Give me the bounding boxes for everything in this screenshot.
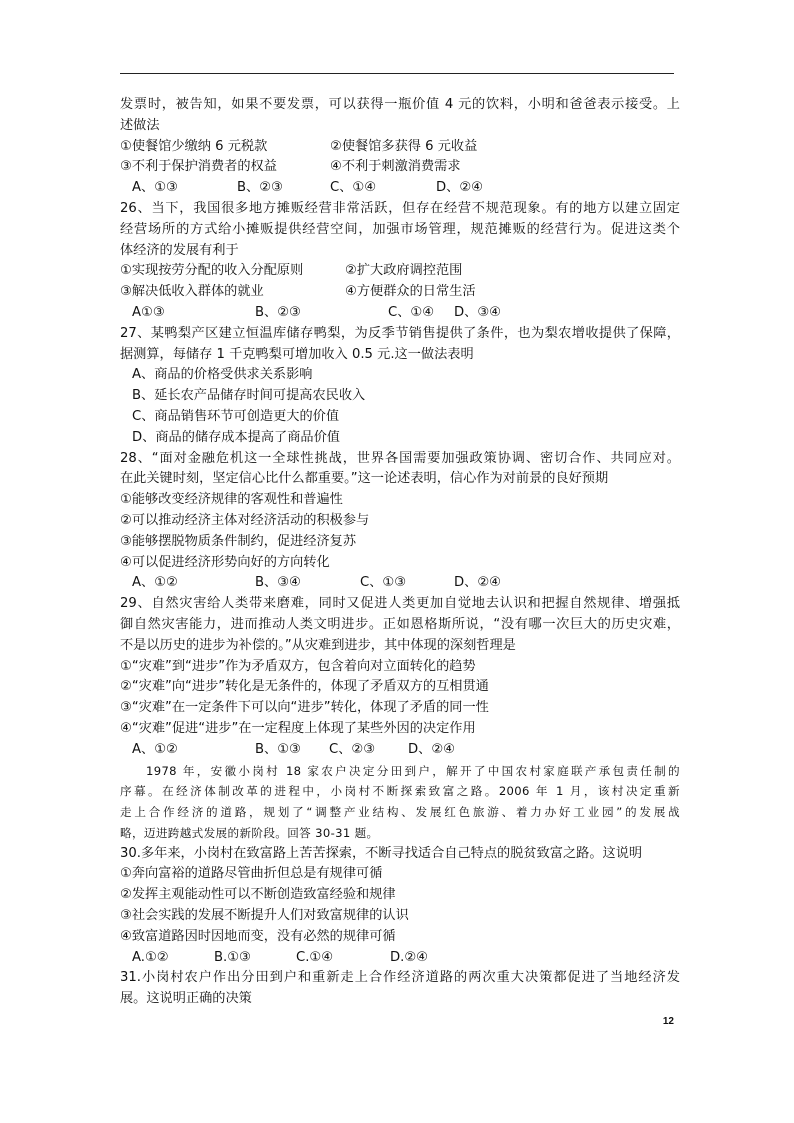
q28-option-a: A、①② bbox=[132, 575, 178, 591]
q31-stem-line1: 31.小岗村农户作出分田到户和重新走上合作经济道路的两次重大决策都促进了当地经济发 bbox=[120, 970, 680, 986]
q28-statement-2: ②可以推动经济主体对经济活动的积极参与 bbox=[120, 512, 370, 528]
q30-option-c: C.①④ bbox=[296, 949, 334, 965]
q31-stem-line2: 展。这说明正确的决策 bbox=[120, 991, 252, 1007]
q29-option-b: B、①③ bbox=[255, 741, 301, 757]
q25-option-c: C、①④ bbox=[330, 180, 377, 196]
exam-page-body bbox=[120, 95, 680, 1010]
header-rule bbox=[120, 73, 674, 74]
q29-option-d: D、②④ bbox=[408, 741, 455, 757]
q28-options bbox=[120, 573, 680, 594]
q26-option-b: B、②③ bbox=[255, 304, 301, 320]
q26-statements-row1 bbox=[120, 261, 680, 282]
q30-option-b: B.①③ bbox=[214, 949, 251, 965]
q25-statement-4: ④不利于刺激消费需求 bbox=[330, 159, 461, 175]
q27-option-b: B、延长农产品储存时间可提高农民收入 bbox=[132, 388, 366, 404]
q30-option-a: A.①② bbox=[132, 949, 169, 965]
q29-statement-1: ①“灾难”到“进步”作为矛盾双方，包含着向对立面转化的趋势 bbox=[120, 658, 476, 674]
q28-statement-3: ③能够摆脱物质条件制约，促进经济复苏 bbox=[120, 533, 357, 549]
q26-option-c: C、①④ bbox=[388, 304, 435, 320]
q25-statement-1: ①使餐馆少缴纳 6 元税款 bbox=[120, 138, 268, 154]
q29-stem-line1: 29、自然灾害给人类带来磨难，同时又促进人类更加自觉地去认识和把握自然规律、增强抵 bbox=[120, 596, 680, 612]
q28-option-b: B、③④ bbox=[255, 575, 301, 591]
q25-statement-3: ③不利于保护消费者的权益 bbox=[120, 159, 277, 175]
passage-line1: 1978 年，安徽小岗村 18 家农户决定分田到户，解开了中国农村家庭联产承包责任制的 bbox=[146, 763, 680, 778]
q25-stem-line1: 发票时，被告知，如果不要发票，可以获得一瓶价值 4 元的饮料，小明和爸爸表示接受。上 bbox=[120, 97, 680, 112]
q25-option-a: A、①③ bbox=[132, 180, 178, 196]
q26-stem-line1: 26、当下，我国很多地方摊贩经营非常活跃，但存在经营不规范现象。有的地方以建立固定 bbox=[120, 200, 680, 216]
q26-statement-1: ①实现按劳分配的收入分配原则 bbox=[120, 263, 304, 279]
q29-options bbox=[120, 740, 680, 761]
q28-option-c: C、①③ bbox=[360, 575, 407, 591]
q26-statements-row2 bbox=[120, 282, 680, 303]
passage-line2: 序幕。在经济体制改革的进程中，小岗村不断探索致富之路。2006 年 1 月，该村决定重新 bbox=[120, 784, 680, 799]
passage-line3: 走上合作经济的道路，规划了“调整产业结构、发展红色旅游、着力办好工业园”的发展战 bbox=[120, 805, 680, 820]
q26-statement-4: ④方便群众的日常生活 bbox=[345, 284, 476, 300]
q28-statement-4: ④可以促进经济形势向好的方向转化 bbox=[120, 554, 330, 570]
q28-stem-line2: 在此关键时刻，坚定信心比什么都重要。”这一论述表明，信心作为对前景的良好预期 bbox=[120, 471, 609, 487]
q27-stem-line1: 27、某鸭梨产区建立恒温库储存鸭梨，为反季节销售提供了条件，也为梨农增收提供了保障， bbox=[120, 325, 680, 341]
q29-stem-line2: 御自然灾害能力，进而推动人类文明进步。正如恩格斯所说，“没有哪一次巨大的历史灾难， bbox=[120, 616, 680, 632]
q28-stem-line1: 28、“面对金融危机这一全球性挑战，世界各国需要加强政策协调、密切合作、共同应对。 bbox=[120, 450, 680, 466]
q27-option-d: D、商品的储存成本提高了商品价值 bbox=[132, 429, 340, 445]
q29-statement-4: ④“灾难”促进“进步”在一定程度上体现了某些外因的决定作用 bbox=[120, 720, 476, 736]
q30-option-d: D.②④ bbox=[390, 949, 428, 965]
q25-stem-line2: 述做法 bbox=[120, 117, 160, 133]
q26-stem-line3: 体经济的发展有利于 bbox=[120, 242, 239, 258]
q27-stem-line2: 据测算，每储存 1 千克鸭梨可增加收入 0.5 元.这一做法表明 bbox=[120, 346, 474, 362]
q26-statement-3: ③解决低收入群体的就业 bbox=[120, 284, 264, 300]
q27-option-c: C、商品销售环节可创造更大的价值 bbox=[132, 408, 340, 424]
q25-option-d: D、②④ bbox=[436, 180, 483, 196]
q30-options bbox=[120, 948, 680, 969]
q29-statement-2: ②“灾难”向“进步”转化是无条件的，体现了矛盾双方的互相贯通 bbox=[120, 679, 489, 695]
q26-options bbox=[120, 303, 680, 324]
q26-stem-line2: 经营场所的方式给小摊贩提供经营空间，加强市场管理，规范摊贩的经营行为。促进这类个 bbox=[120, 221, 680, 237]
q30-statement-4: ④致富道路因时因地而变，没有必然的规律可循 bbox=[120, 928, 396, 944]
page-number: 12 bbox=[662, 1016, 674, 1027]
q29-option-a: A、①② bbox=[132, 741, 178, 757]
q27-option-a: A、商品的价格受供求关系影响 bbox=[132, 367, 313, 383]
q30-statement-1: ①奔向富裕的道路尽管曲折但总是有规律可循 bbox=[120, 866, 383, 882]
passage-line4: 略，迈进跨越式发展的新阶段。回答 30-31 题。 bbox=[120, 825, 379, 840]
q30-statement-2: ②发挥主观能动性可以不断创造致富经验和规律 bbox=[120, 887, 396, 903]
q29-option-c: C、②③ bbox=[329, 741, 376, 757]
q26-statement-2: ②扩大政府调控范围 bbox=[345, 263, 463, 279]
q26-option-d: D、③④ bbox=[454, 304, 501, 320]
q26-option-a: A①③ bbox=[132, 304, 165, 320]
q25-statements-row1 bbox=[120, 137, 680, 158]
q29-statement-3: ③“灾难”在一定条件下可以向“进步”转化，体现了矛盾的同一性 bbox=[120, 700, 489, 716]
q30-stem-line1: 30.多年来，小岗村在致富路上苦苦探索，不断寻找适合自己特点的脱贫致富之路。这说明 bbox=[120, 845, 643, 861]
q25-statements-row2 bbox=[120, 157, 680, 178]
q25-statement-2: ②使餐馆多获得 6 元收益 bbox=[330, 138, 478, 154]
q25-options bbox=[120, 178, 680, 199]
q30-statement-3: ③社会实践的发展不断提升人们对致富规律的认识 bbox=[120, 908, 409, 924]
q28-option-d: D、②④ bbox=[454, 575, 501, 591]
q25-option-b: B、②③ bbox=[237, 180, 283, 196]
q29-stem-line3: 不是以历史的进步为补偿的。”从灾难到进步，其中体现的深刻哲理是 bbox=[120, 637, 516, 653]
q28-statement-1: ①能够改变经济规律的客观性和普遍性 bbox=[120, 492, 343, 508]
